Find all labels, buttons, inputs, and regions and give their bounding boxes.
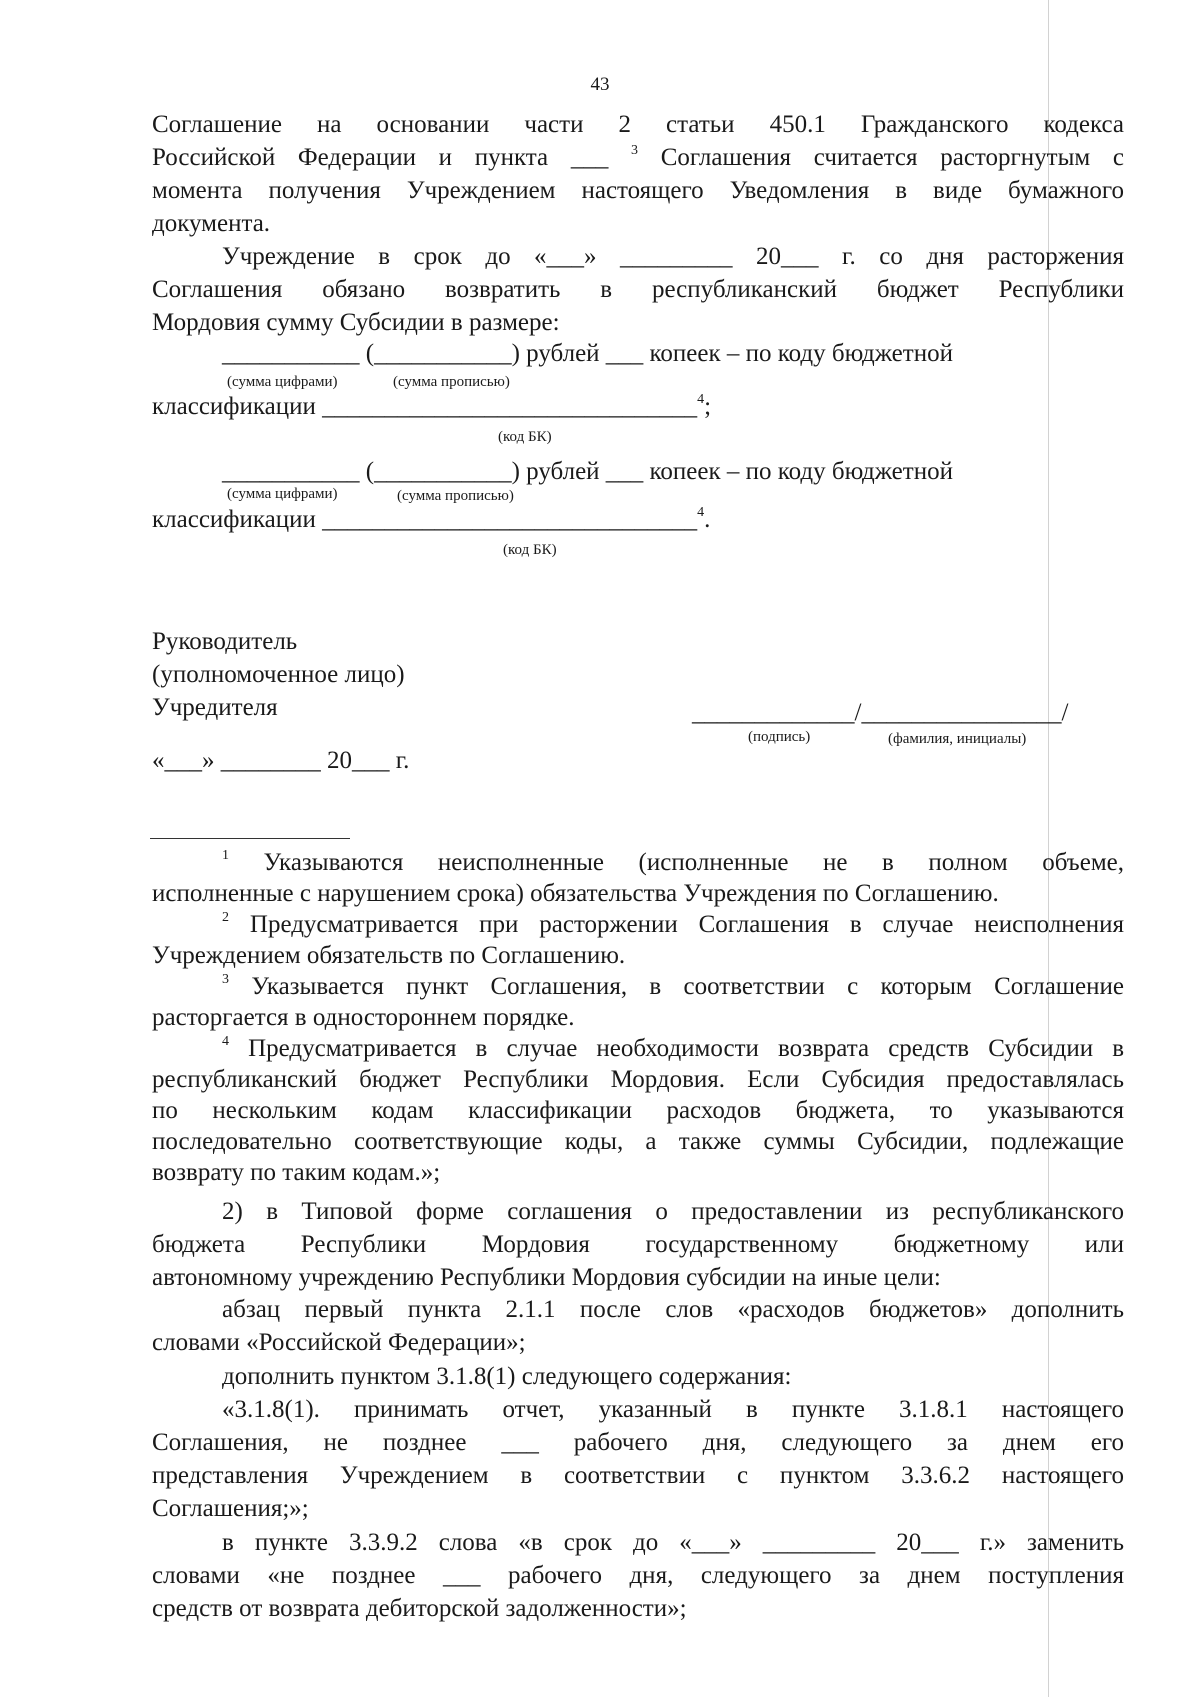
- footnote-4-line-4: последовательно соответствующие коды, а также суммы Субсидии, подлежащие: [152, 1128, 1124, 1155]
- signer-title-line-3: Учредителя: [152, 694, 278, 721]
- amendment-2: [152, 1195, 1124, 1294]
- intro-line-1: Соглашение на основании части 2 статьи 450.1 Гражданского кодекса: [152, 111, 1124, 138]
- intro-line-2: Российской Федерации и пункта ___ $^3$ Соглашения считается расторгнутым с: [152, 143, 1124, 171]
- footnote-2-number: 2: [222, 910, 229, 925]
- footnote-4-line-5: возврату по таким кодам.»;: [152, 1159, 441, 1186]
- amendment-3-3-9-2-line-1: в пункте 3.3.9.2 слова «в срок до «___» _________ 20___ г.» заменить: [222, 1529, 1124, 1556]
- refund-line-3: Мордовия сумму Субсидии в размере:: [152, 309, 560, 336]
- code-caption-2: (код БК): [503, 542, 557, 558]
- signature-caption: (подпись): [748, 729, 811, 745]
- amount-line-1: ___________ (___________) рублей ___ копеек – по коду бюджетной: [222, 340, 953, 367]
- amendment-2-1-1: [152, 1293, 1124, 1359]
- footnote-1-line-2: исполненные с нарушением срока) обязательства Учреждения по Соглашению.: [152, 880, 999, 907]
- words-caption-2: (сумма прописью): [397, 488, 514, 504]
- footnotes-block: [152, 847, 1124, 1188]
- name-caption: (фамилия, инициалы): [888, 731, 1027, 747]
- digits-caption-2: (сумма цифрами): [227, 486, 338, 502]
- footnote-ref-4b: 4: [697, 505, 705, 520]
- amendment-3-3-9-2-line-3: средств от возврата дебиторской задолженности»;: [152, 1595, 687, 1622]
- amendment-2-line-2: бюджета Республики Мордовия государственному бюджетному или: [152, 1231, 1124, 1258]
- amendment-add-line: дополнить пунктом 3.1.8(1) следующего содержания:: [222, 1363, 792, 1390]
- footnote-ref-3: 3: [631, 143, 639, 158]
- amendment-3-1-8-1-line-1: «3.1.8(1). принимать отчет, указанный в пункте 3.1.8.1 настоящего: [222, 1396, 1124, 1423]
- footnote-4-line-2: республиканский бюджет Республики Мордовия. Если Субсидия предоставлялась: [152, 1066, 1124, 1093]
- footnote-1-line-1: $^1$ Указываются неисполненные (исполненные не в полном объеме,: [222, 848, 1124, 876]
- footnote-3-number: 3: [222, 972, 229, 987]
- footnote-2-line-2: Учреждением обязательств по Соглашению.: [152, 942, 626, 969]
- classification-line-1: классификации ______________________________$^4$;: [152, 392, 712, 420]
- amendment-3-3-9-2-line-2: словами «не позднее ___ рабочего дня, следующего за днем поступления: [152, 1562, 1124, 1589]
- footnote-4-line-1: $^4$ Предусматривается в случае необходимости возврата средств Субсидии в: [222, 1034, 1124, 1062]
- amount-line-2: ___________ (___________) рублей ___ копеек – по коду бюджетной: [222, 458, 953, 485]
- amendment-3-1-8-1-line-4: Соглашения;»;: [152, 1495, 309, 1522]
- refund-line-2: Соглашения обязано возвратить в республиканский бюджет Республики: [152, 276, 1124, 303]
- signature-line: _____________/________________/: [692, 699, 1069, 726]
- digits-caption-1: (сумма цифрами): [227, 374, 338, 390]
- signer-title-line-2: (уполномоченное лицо): [152, 661, 405, 688]
- amendment-2-line-3: автономному учреждению Республики Мордовия субсидии на иные цели:: [152, 1264, 941, 1291]
- intro-paragraph: [152, 108, 1124, 240]
- footnote-separator: [150, 838, 350, 839]
- amendment-3-3-9-2: [152, 1526, 1124, 1625]
- footnote-2-line-1: $^2$ Предусматривается при расторжении Соглашения в случае неисполнения: [222, 910, 1124, 938]
- amendment-3-1-8-1-line-2: Соглашения, не позднее ___ рабочего дня, следующего за днем его: [152, 1429, 1124, 1456]
- intro-line-4: документа.: [152, 210, 271, 237]
- footnote-3-line-1: $^3$ Указывается пункт Соглашения, в соответствии с которым Соглашение: [222, 972, 1124, 1000]
- amendment-2-1-1-line-1: абзац первый пункта 2.1.1 после слов «расходов бюджетов» дополнить: [222, 1296, 1124, 1323]
- words-caption-1: (сумма прописью): [393, 374, 510, 390]
- refund-paragraph: [152, 240, 1124, 339]
- footnote-3-line-2: расторгается в одностороннем порядке.: [152, 1004, 575, 1031]
- amendment-3-1-8-1-text: [152, 1393, 1124, 1525]
- code-caption-1: (код БК): [498, 429, 552, 445]
- signature-date: «___» ________ 20___ г.: [152, 747, 410, 774]
- amendment-2-1-1-line-2: словами «Российской Федерации»;: [152, 1329, 526, 1356]
- amendment-add-3-1-8-1: [152, 1360, 1124, 1393]
- footnote-4-number: 4: [222, 1034, 229, 1049]
- footnote-ref-4a: 4: [697, 392, 705, 407]
- page-number: 43: [590, 74, 610, 95]
- amendment-3-1-8-1-line-3: представления Учреждением в соответствии с пунктом 3.3.6.2 настоящего: [152, 1462, 1124, 1489]
- intro-line-3: момента получения Учреждением настоящего Уведомления в виде бумажного: [152, 177, 1124, 204]
- footnote-4-line-3: по нескольким кодам классификации расходов бюджета, то указываются: [152, 1097, 1124, 1124]
- signer-title-line-1: Руководитель: [152, 628, 298, 655]
- footnote-1-number: 1: [222, 848, 229, 863]
- classification-line-2: классификации ______________________________$^4$.: [152, 505, 711, 533]
- refund-line-1: Учреждение в срок до «___» _________ 20___ г. со дня расторжения: [222, 243, 1124, 270]
- amendment-2-line-1: 2) в Типовой форме соглашения о предоставлении из республиканского: [222, 1198, 1124, 1225]
